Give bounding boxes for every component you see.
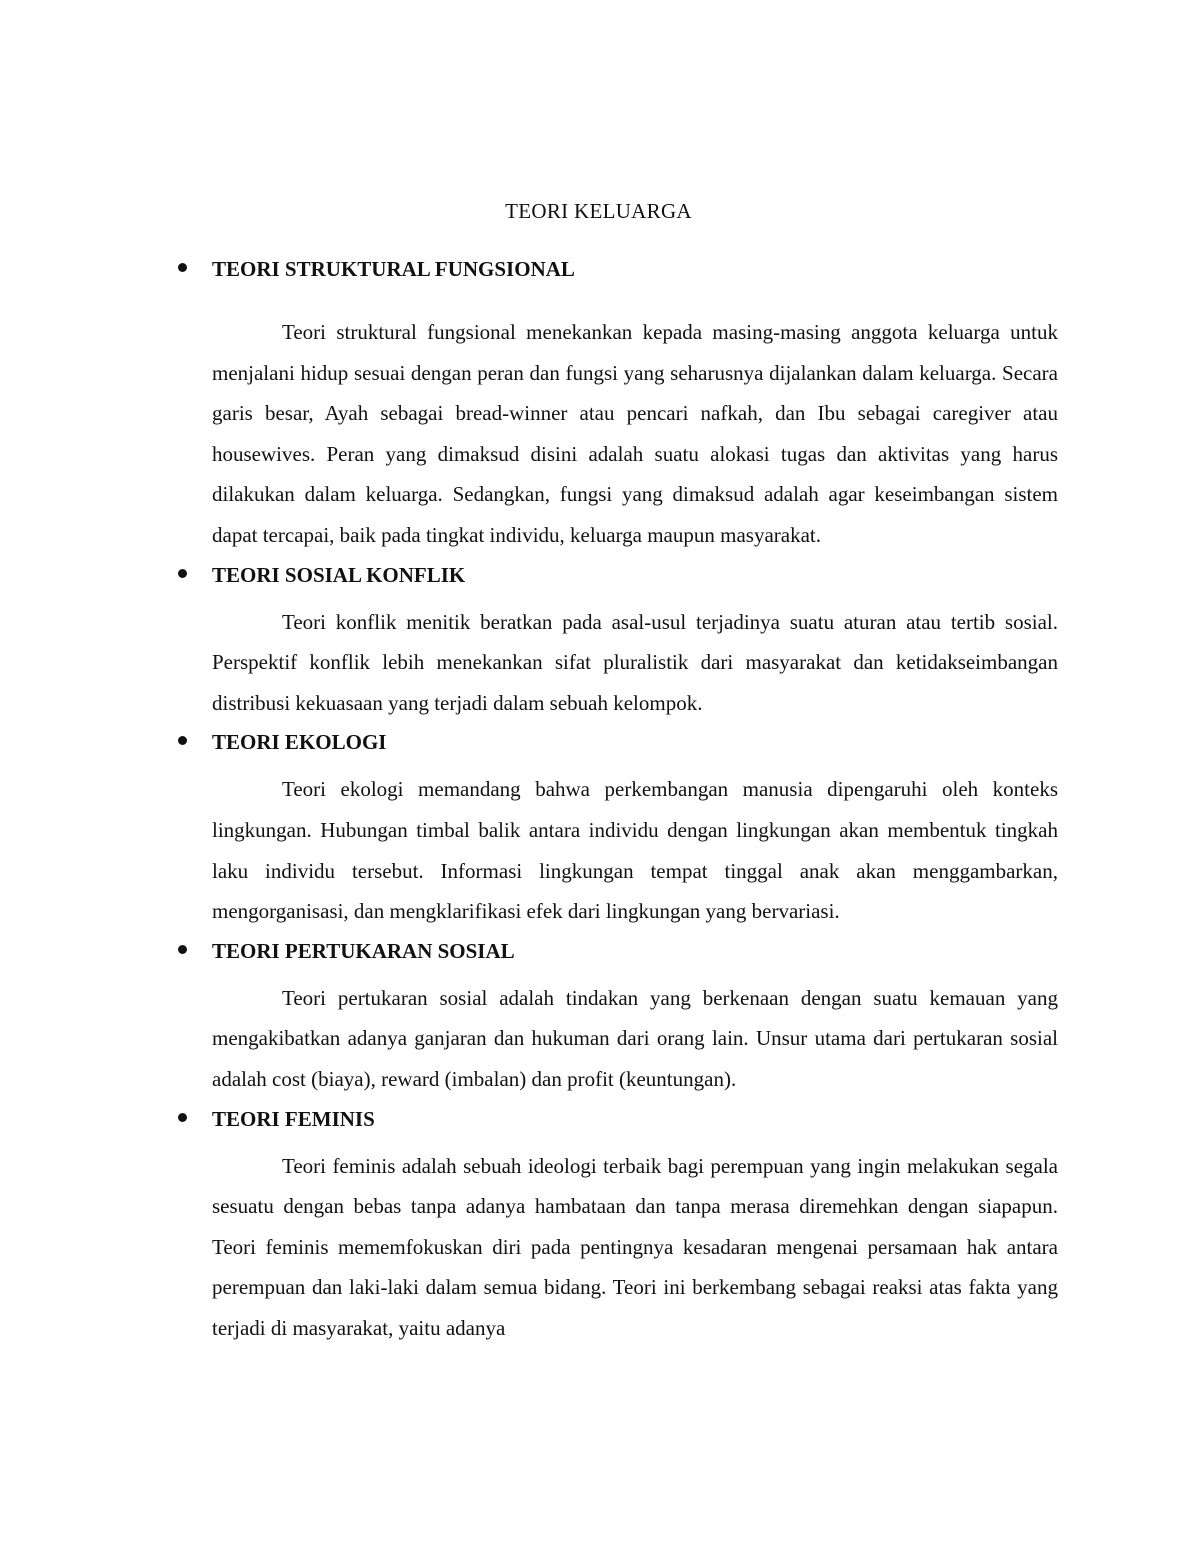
section-paragraph: Teori feminis adalah sebuah ideologi terbaik bagi perempuan yang ingin melakukan segala sesuatu dengan bebas tanpa adanya hambataan dan tanpa merasa diremehkan dengan siapapun. Teori feminis mememfokuskan diri pada pentingnya kesadaran mengenai persamaan hak antara perempuan dan laki-laki dalam semua bidang. Teori ini berkembang sebagai reaksi atas fakta yang terjadi di masyarakat, yaitu adanya: [212, 1153, 1058, 1340]
section-heading: [212, 560, 1058, 590]
bullet-icon: [178, 736, 187, 745]
section-heading-text: TEORI EKOLOGI: [212, 730, 387, 755]
section-paragraph: Teori ekologi memandang bahwa perkembangan manusia dipengaruhi oleh konteks lingkungan. Hubungan timbal balik antara individu dengan lingkungan akan membentuk tingkah laku individu tersebut. Informasi lingkungan tempat tinggal anak akan menggambarkan, mengorganisasi, dan mengklarifikasi efek dari lingkungan yang bervariasi.: [212, 777, 1058, 924]
page-title: TEORI KELUARGA: [505, 199, 692, 223]
section-heading-text: TEORI STRUKTURAL FUNGSIONAL: [212, 257, 575, 281]
bullet-icon: [178, 569, 187, 578]
section-paragraph: Teori konflik menitik beratkan pada asal-usul terjadinya suatu aturan atau tertib sosial. Perspektif konflik lebih menekankan sifat pluralistik dari masyarakat dan ketidakseimbangan distribusi kekuasaan yang terjadi dalam sebuah kelompok.: [212, 609, 1058, 715]
section-heading-text: TEORI SOSIAL KONFLIK: [212, 562, 466, 587]
section-heading: [212, 936, 1058, 966]
document-body: [212, 254, 1058, 1352]
section-ekologi: [212, 727, 1058, 931]
section-heading-text: TEORI FEMINIS: [212, 1106, 375, 1131]
section-heading: [212, 254, 1058, 284]
section-sosial-konflik: [212, 560, 1058, 724]
section-paragraph: Teori struktural fungsional menekankan kepada masing-masing anggota keluarga untuk menjalani hidup sesuai dengan peran dan fungsi yang seharusnya dijalankan dalam keluarga. Secara garis besar, Ayah sebagai bread-winner atau pencari nafkah, dan Ibu sebagai caregiver atau housewives. Peran yang dimaksud disini adalah suatu alokasi tugas dan aktivitas yang harus dilakukan dalam keluarga. Sedangkan, fungsi yang dimaksud adalah agar keseimbangan sistem dapat tercapai, baik pada tingkat individu, keluarga maupun masyarakat.: [212, 320, 1058, 547]
section-pertukaran-sosial: [212, 936, 1058, 1100]
bullet-icon: [178, 1113, 187, 1122]
section-struktural-fungsional: [212, 254, 1058, 556]
section-heading: [212, 727, 1058, 757]
section-paragraph: Teori pertukaran sosial adalah tindakan yang berkenaan dengan suatu kemauan yang mengakibatkan adanya ganjaran dan hukuman dari orang lain. Unsur utama dari pertukaran sosial adalah cost (biaya), reward (imbalan) dan profit (keuntungan).: [212, 985, 1058, 1091]
bullet-icon: [178, 263, 187, 272]
section-feminis: [212, 1104, 1058, 1349]
section-heading: [212, 1104, 1058, 1134]
bullet-icon: [178, 945, 187, 954]
section-heading-text: TEORI PERTUKARAN SOSIAL: [212, 938, 515, 963]
